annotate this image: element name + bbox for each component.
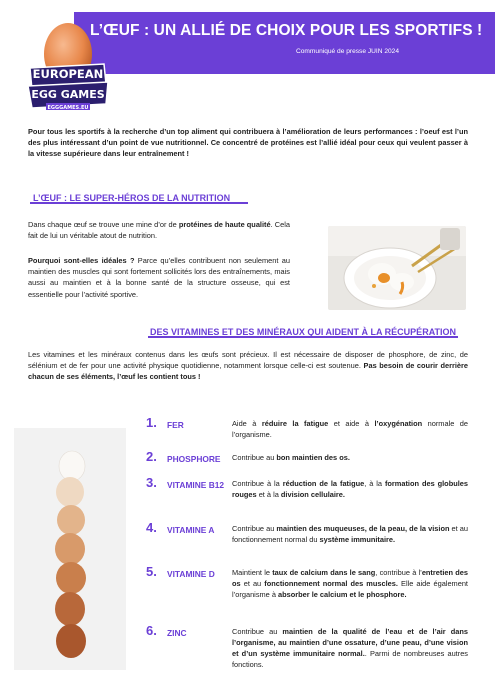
eggs-gradient-photo	[14, 428, 126, 670]
nutrient-name: FER	[167, 420, 184, 430]
page-title: L’ŒUF : UN ALLIÉ DE CHOIX POUR LES SPORTIFS !	[90, 22, 483, 39]
nutrient-name: VITAMINE D	[167, 569, 215, 579]
nutrient-description: Contribue au bon maintien des os.	[232, 453, 350, 462]
press-release-date: Communiqué de presse JUIN 2024	[296, 48, 399, 55]
section-title-vitamins: DES VITAMINES ET DES MINÉRAUX QUI AIDENT À LA RÉCUPÉRATION	[150, 327, 457, 337]
poached-egg-photo	[328, 226, 466, 310]
intro-paragraph: Pour tous les sportifs à la recherche d’un top aliment qui contribuera à l’amélioration de leurs performances : l’oeuf est l’un des plus intéressant d’un point de vue nutritionnel. Ce concentré de protéines est l’allié idéal pour ceux qui veulent passer à la vitesse supérieure dans leur entraînement !	[28, 127, 468, 159]
header-banner	[74, 12, 495, 74]
nutrient-name: ZINC	[167, 628, 187, 638]
vitamins-paragraph: Les vitamines et les minéraux contenus dans les œufs sont précieux. Il est nécessaire de disposer de phosphore, de zinc, de sélénium et de fer pour une activité physique quotidienne, notamment lorsque celle-ci est soutenue. Pas besoin de courir derrière chacun de ses éléments, l’œuf les contient tous !	[28, 350, 469, 382]
nutrient-description: Contribue à la réduction de la fatigue, à la formation des globules rouges et à la division cellulaire.	[232, 479, 469, 499]
nutrient-number: 4.	[146, 520, 157, 535]
nutrient-name: VITAMINE B12	[167, 480, 225, 490]
nutrient-description: Contribue au maintien des muqueuses, de la peau, de la vision et au fonctionnement normal du système immunitaire.	[232, 524, 468, 544]
logo-text-url: EGGGAMES.EU	[47, 104, 89, 111]
nutrient-number: 3.	[146, 475, 157, 490]
nutrient-description: Maintient le taux de calcium dans le sang, contribue à l’entretien des os et au fonctionnement normal des muscles. Elle aide également l’organisme à absorber le calcium et le phosphore.	[232, 568, 468, 599]
nutrient-name: VITAMINE A	[167, 525, 215, 535]
nutrient-description: Aide à réduire la fatigue et aide à l’oxygénation normale de l’organisme.	[232, 419, 469, 439]
nutrient-description: Contribue au maintien de la qualité de l’eau et de l’air dans l’organisme, au maintien d’une ossature, d’une peau, d’une vision et d’un système immunitaire normal.. Parmi de nombreuses autres fonctions.	[232, 627, 468, 669]
nutrition-paragraph-2: Pourquoi sont-elles idéales ? Parce qu’elles contribuent non seulement au maintien des muscles qui sont fortement sollicités lors des entraînements, mais aussi au maintien et à la bonne santé de la structure osseuse, qui est essentielle pour l’activité sportive.	[28, 256, 290, 299]
nutrition-paragraph-1: Dans chaque œuf se trouve une mine d’or de protéines de haute qualité. Cela fait de lui un véritable atout de nutrition.	[28, 220, 290, 241]
logo-text-egg-games: EGG GAMES	[31, 88, 105, 101]
nutrient-number: 6.	[146, 623, 157, 638]
nutrient-name: PHOSPHORE	[167, 454, 221, 464]
nutrient-number: 1.	[146, 415, 157, 430]
nutrient-number: 5.	[146, 564, 157, 579]
logo-text-european: EUROPEAN	[32, 67, 104, 81]
european-egg-games-logo	[24, 20, 110, 124]
nutrient-number: 2.	[146, 449, 157, 464]
section-title-nutrition: L’ŒUF : LE SUPER-HÉROS DE LA NUTRITION	[33, 193, 231, 203]
